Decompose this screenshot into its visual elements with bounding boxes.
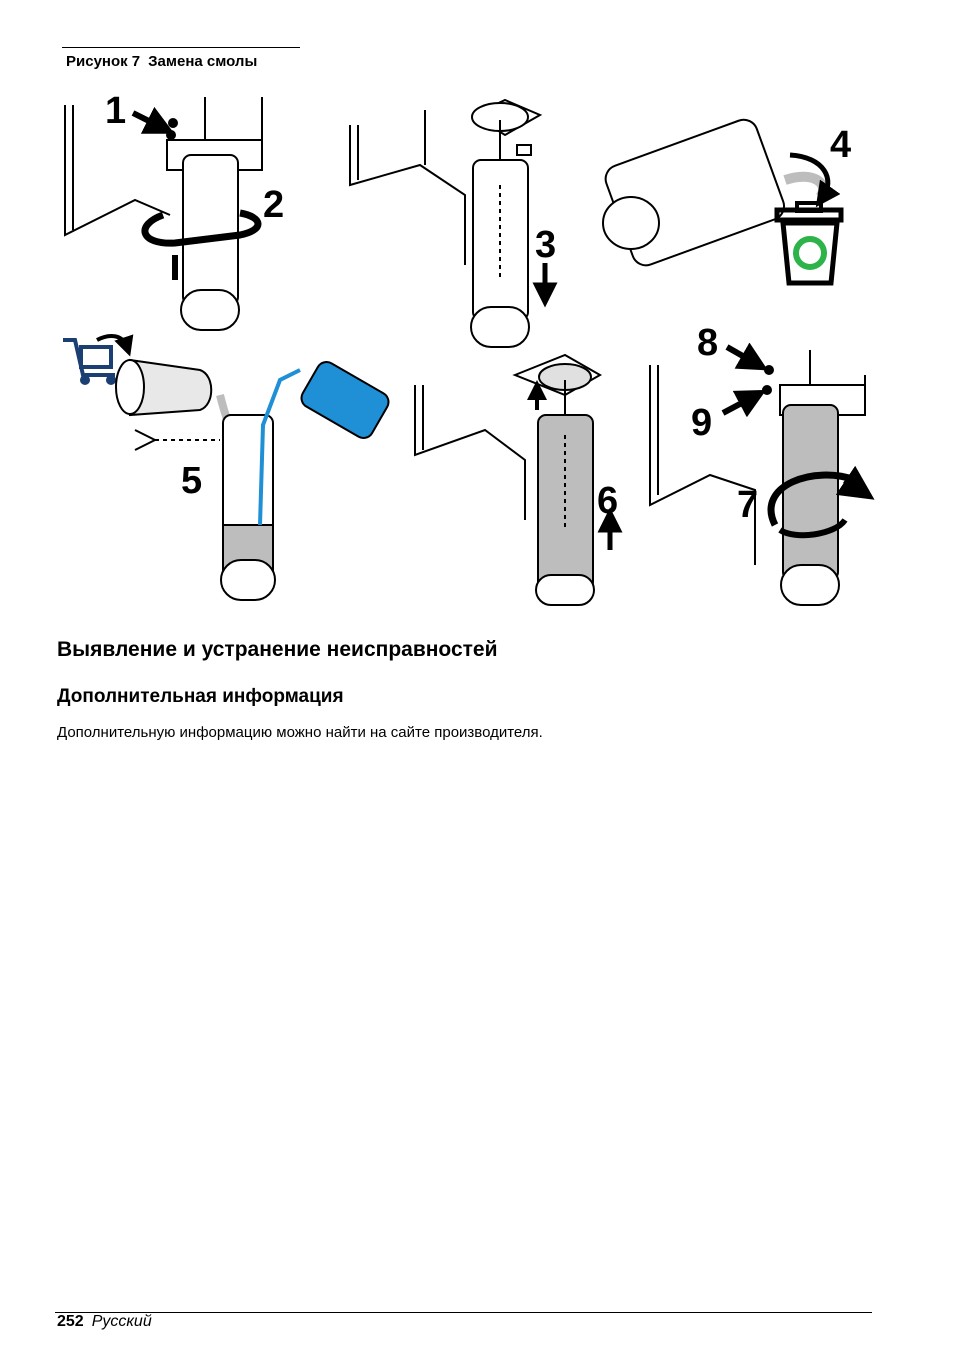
panel-unscrew [65,97,262,330]
step-8: 8 [697,322,719,364]
subsection-heading: Дополнительная информация [57,686,344,707]
figure-title: Замена смолы [148,53,258,70]
step-2: 2 [263,184,285,226]
panel-fill-cartridge [116,358,392,600]
step-1: 1 [105,90,127,132]
step-6: 6 [597,480,619,522]
step-3: 3 [535,224,557,266]
panel-remove-cartridge [350,100,540,347]
rotate-arrow-icon [845,480,860,490]
step-4: 4 [830,124,852,166]
page-footer [57,1313,152,1331]
step-7: 7 [737,484,759,526]
page-number: 252 [57,1313,84,1330]
body-paragraph: Дополнительную информацию можно найти на сайте производителя. [57,724,543,741]
step-9: 9 [691,402,713,444]
section-heading: Выявление и устранение неисправностей [57,638,498,661]
recycle-bin-icon [777,203,841,283]
shopping-cart-icon [63,340,115,383]
caption-rule [62,47,300,48]
footer-rule [55,1312,872,1313]
panel-install-cartridge [415,355,600,605]
figure-caption [66,53,257,70]
panel-unscrew-arrow [133,113,178,140]
footer-language: Русский [91,1313,152,1330]
figure-label: Рисунок 7 [66,53,141,70]
panel-tighten-arrows [723,347,774,413]
panel-tighten [650,350,865,605]
resin-replacement-illustration [55,85,875,610]
step-5: 5 [181,460,203,502]
